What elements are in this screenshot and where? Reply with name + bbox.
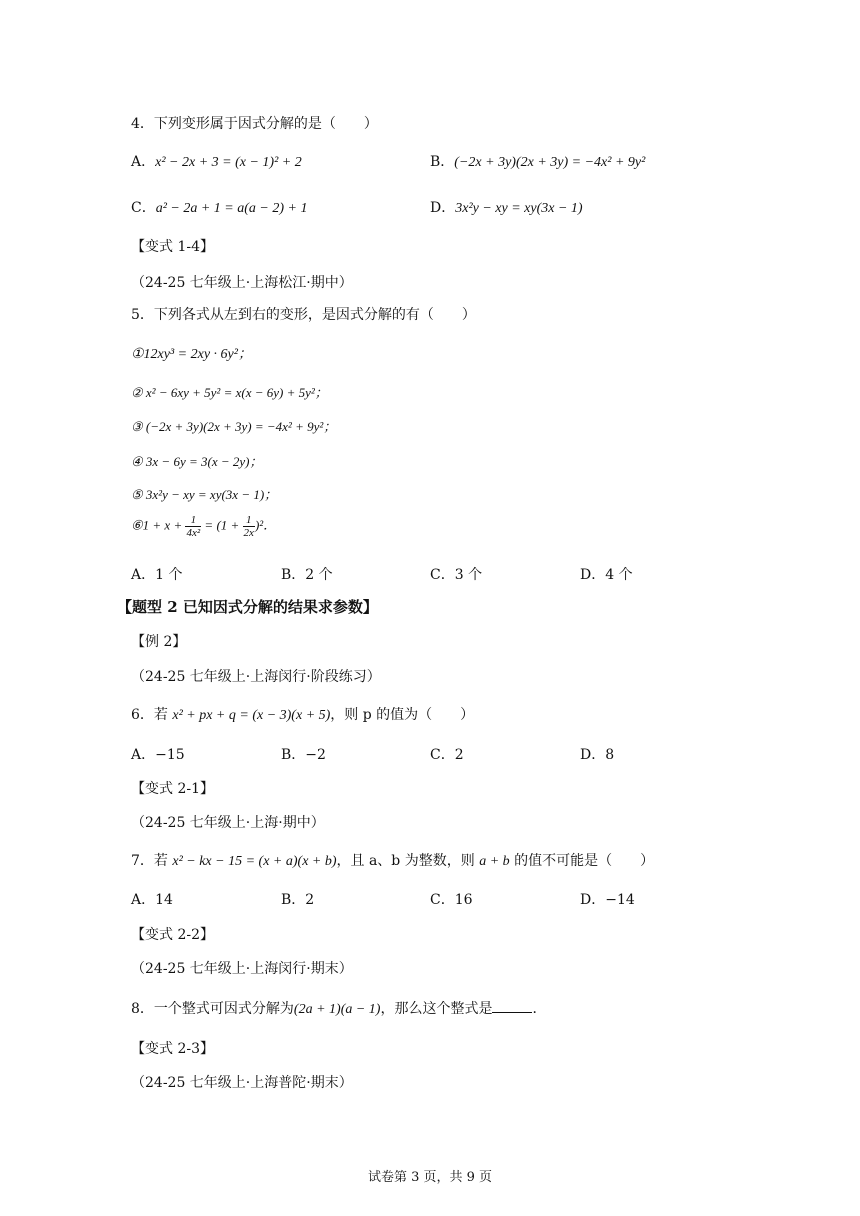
q8-answer-blank	[492, 1000, 532, 1013]
q7-option-c: C．16	[430, 892, 473, 908]
q8-stem-pre: 8．一个整式可因式分解为	[131, 1001, 294, 1017]
q8-stem-post: ，那么这个整式是	[380, 1001, 493, 1017]
q6-option-b: B．−2	[281, 747, 326, 763]
frac-1-denominator: 4x²	[186, 527, 201, 539]
q5-item-6-prefix: ⑥1 + x +	[131, 517, 186, 533]
q4-option-a	[131, 151, 302, 171]
variant-2-2-tag: 【变式 2-2】	[131, 927, 214, 943]
variant-2-2-source: （24-25 七年级上·上海闵行·期末）	[131, 961, 353, 977]
variant-2-1-tag: 【变式 2-1】	[131, 781, 214, 797]
q7-option-a: A．14	[131, 892, 173, 908]
page-footer: 试卷第 3 页，共 9 页	[367, 1170, 493, 1185]
example-2-tag: 【例 2】	[131, 634, 187, 650]
variant-1-4-tag: 【变式 1-4】	[131, 239, 214, 255]
q7-stem-mid: ，且 a、b 为整数，则	[336, 853, 480, 869]
q4-option-d	[430, 197, 583, 217]
q6-option-a: A．−15	[131, 747, 185, 763]
variant-1-4-source: （24-25 七年级上·上海松江·期中）	[131, 275, 353, 291]
question-5-stem: 5．下列各式从左到右的变形，是因式分解的有（ ）	[131, 307, 476, 323]
q4-option-d-label: D．	[430, 200, 456, 216]
frac-2-numerator: 1	[243, 514, 255, 527]
q4-option-c	[131, 197, 307, 217]
q4-option-a-expr: x² − 2x + 3 = (x − 1)² + 2	[155, 155, 302, 170]
q8-stem-expr: (2a + 1)(a − 1)	[293, 1002, 381, 1017]
frac-2-denominator: 2x	[243, 527, 254, 539]
q4-option-a-label: A．	[131, 154, 156, 170]
q5-option-a: A．1 个	[131, 567, 183, 583]
q4-option-b	[430, 151, 645, 171]
q7-stem-expr: x² − kx − 15 = (x + a)(x + b)	[172, 854, 337, 869]
q5-item-5: ⑤ 3x²y − xy = xy(3x − 1)；	[131, 487, 278, 502]
q5-item-4: ④ 3x − 6y = 3(x − 2y)；	[131, 454, 263, 469]
q5-item-6	[131, 514, 276, 539]
q6-option-c: C．2	[430, 747, 464, 763]
section-heading-type-2: 【题型 2 已知因式分解的结果求参数】	[117, 598, 378, 616]
question-7-stem	[131, 850, 654, 870]
frac-1-numerator: 1	[185, 514, 201, 527]
variant-2-3-tag: 【变式 2-3】	[131, 1041, 214, 1057]
q4-option-b-label: B．	[430, 154, 455, 170]
variant-2-1-source: （24-25 七年级上·上海·期中）	[131, 815, 325, 831]
q8-stem-end: ．	[532, 1001, 547, 1017]
q5-option-b: B．2 个	[281, 567, 333, 583]
q6-stem-expr: x² + px + q = (x − 3)(x + 5)	[172, 708, 331, 723]
q5-item-6-frac-1	[185, 514, 201, 539]
variant-2-3-source: （24-25 七年级上·上海普陀·期末）	[131, 1075, 353, 1091]
q7-stem-expr-2: a + b	[479, 854, 510, 869]
q4-option-b-expr: (−2x + 3y)(2x + 3y) = −4x² + 9y²	[454, 155, 646, 170]
q7-stem-post: 的值不可能是（ ）	[509, 853, 655, 869]
q7-option-b: B．2	[281, 892, 315, 908]
q4-option-c-expr: a² − 2a + 1 = a(a − 2) + 1	[155, 201, 308, 216]
q6-option-d: D．8	[580, 747, 615, 763]
q4-option-c-label: C．	[131, 200, 156, 216]
example-2-source: （24-25 七年级上·上海闵行·阶段练习）	[131, 669, 381, 685]
q7-stem-pre: 7．若	[131, 853, 173, 869]
q5-item-2: ② x² − 6xy + 5y² = x(x − 6y) + 5y²；	[131, 385, 328, 400]
q5-item-3: ③ (−2x + 3y)(2x + 3y) = −4x² + 9y²；	[131, 419, 337, 434]
q6-stem-pre: 6．若	[131, 707, 173, 723]
q5-option-c: C．3 个	[430, 567, 483, 583]
question-8-stem	[131, 998, 546, 1018]
q5-option-d: D．4 个	[580, 567, 633, 583]
q5-item-6-frac-2	[243, 514, 255, 539]
q7-option-d: D．−14	[580, 892, 635, 908]
q5-item-6-suffix: )²．	[254, 517, 277, 533]
question-4-stem: 4．下列变形属于因式分解的是（ ）	[131, 116, 378, 132]
q5-item-1: ①12xy³ = 2xy · 6y²；	[131, 347, 252, 362]
q6-stem-post: ，则 p 的值为（ ）	[330, 707, 475, 723]
q4-option-d-expr: 3x²y − xy = xy(3x − 1)	[455, 201, 583, 216]
question-6-stem	[131, 704, 474, 724]
q5-item-6-mid: = (1 +	[201, 517, 243, 533]
